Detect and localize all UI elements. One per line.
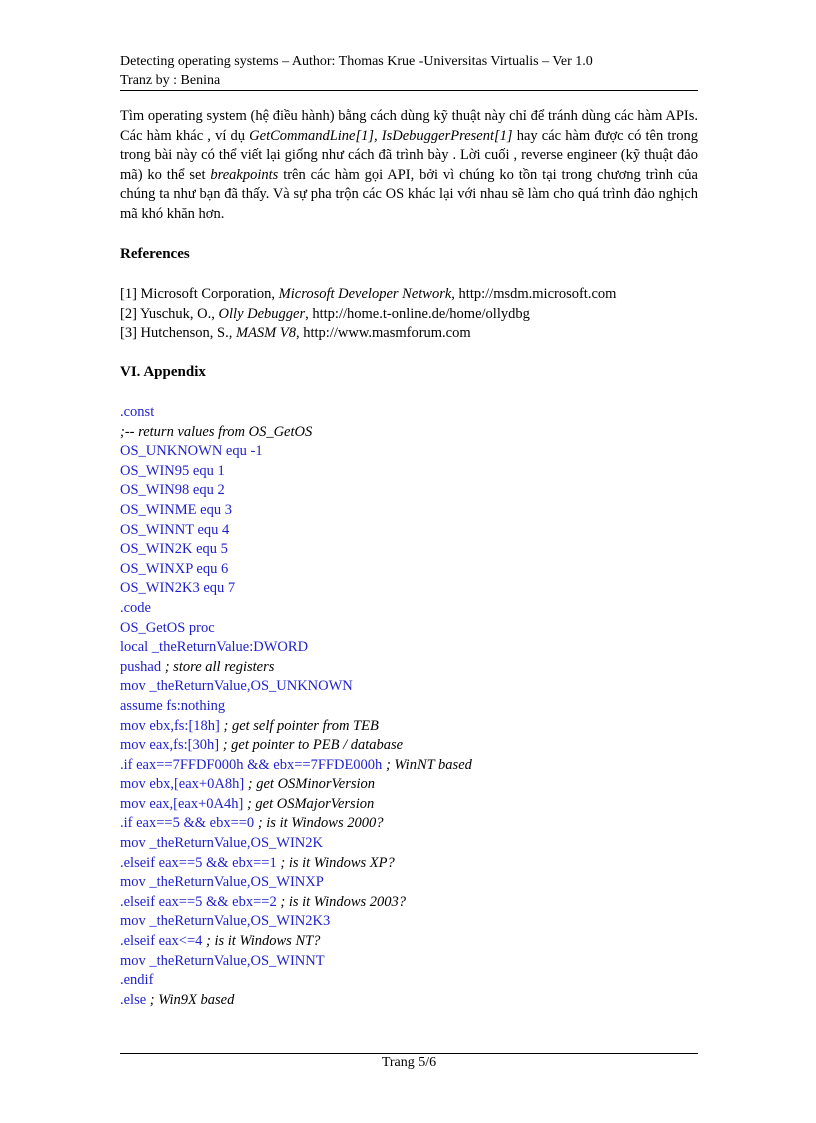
code-line bbox=[120, 795, 698, 815]
code-statement: mov _theReturnValue,OS_UNKNOWN bbox=[120, 678, 353, 695]
code-line bbox=[120, 834, 698, 854]
code-line bbox=[120, 403, 698, 423]
code-statement: OS_WINNT equ 4 bbox=[120, 521, 230, 538]
code-statement: OS_GetOS proc bbox=[120, 619, 215, 636]
references-heading: References bbox=[120, 246, 190, 262]
code-comment: ; is it Windows 2000? bbox=[257, 815, 384, 832]
reference-item bbox=[120, 285, 698, 305]
code-comment: ; is it Windows NT? bbox=[206, 933, 321, 950]
references-list bbox=[120, 285, 698, 344]
code-line bbox=[120, 481, 698, 501]
code-line bbox=[120, 619, 698, 639]
code-statement: .code bbox=[120, 599, 151, 616]
code-line bbox=[120, 579, 698, 599]
code-line bbox=[120, 814, 698, 834]
header-translator: Tranz by : Benina bbox=[120, 73, 221, 88]
code-statement: .const bbox=[120, 404, 155, 420]
code-statement: mov _theReturnValue,OS_WINNT bbox=[120, 952, 325, 969]
code-statement: .if eax==7FFDF000h && ebx==7FFDE000h bbox=[120, 756, 386, 773]
code-line bbox=[120, 756, 698, 776]
code-line bbox=[120, 717, 698, 737]
reference-url: , http://msdm.microsoft.com bbox=[451, 286, 617, 302]
code-comment: ; get pointer to PEB / database bbox=[222, 737, 404, 754]
code-statement: OS_WIN98 equ 2 bbox=[120, 482, 225, 499]
code-line bbox=[120, 971, 698, 991]
code-comment: ;-- return values from OS_GetOS bbox=[120, 423, 313, 440]
code-line bbox=[120, 521, 698, 541]
intro-text-3: trên các hàm gọi API, bởi vì chúng ko tồn tại trong chương trình của chúng ta như bạn đã thấy. Và sự pha trộn các OS khác lại với nhau sẽ làm cho quá trình đảo nghịch mã khó khăn hơn. bbox=[120, 166, 698, 222]
reference-author: [1] Microsoft Corporation, bbox=[120, 286, 279, 302]
code-statement: mov eax,fs:[30h] bbox=[120, 737, 223, 754]
intro-section bbox=[120, 107, 698, 225]
intro-breakpoints: breakpoints bbox=[210, 166, 279, 183]
code-line bbox=[120, 501, 698, 521]
code-comment: ; is it Windows 2003? bbox=[280, 893, 407, 910]
code-line bbox=[120, 952, 698, 972]
code-comment: ; Win9X based bbox=[149, 991, 235, 1008]
code-line bbox=[120, 697, 698, 717]
code-statement: mov _theReturnValue,OS_WINXP bbox=[120, 874, 324, 891]
code-line bbox=[120, 658, 698, 678]
code-comment: ; get OSMinorVersion bbox=[247, 776, 376, 793]
reference-item bbox=[120, 305, 698, 325]
code-statement: pushad bbox=[120, 658, 165, 675]
reference-url: , http://home.t-online.de/home/ollydbg bbox=[305, 305, 530, 322]
code-statement: .elseif eax<=4 bbox=[120, 933, 207, 950]
intro-text-2: hay các hàm được có tên trong trong bài này có thể viết lại giống như cách đã trình bày . Lời cuối , reverse engineer (kỹ thuật đảo mã) ko thể set bbox=[120, 127, 698, 183]
intro-api-names: GetCommandLine[1], IsDebuggerPresent[1] bbox=[249, 127, 513, 144]
code-statement: OS_WIN2K equ 5 bbox=[120, 541, 228, 558]
code-line bbox=[120, 677, 698, 697]
code-line bbox=[120, 893, 698, 913]
header-title: Detecting operating systems – Author: Thomas Krue -Universitas Virtualis – Ver 1.0 bbox=[120, 54, 593, 69]
code-comment: ; get self pointer from TEB bbox=[223, 717, 379, 734]
code-line bbox=[120, 736, 698, 756]
code-comment: ; WinNT based bbox=[385, 756, 472, 773]
code-statement: OS_WINME equ 3 bbox=[120, 501, 232, 518]
code-line bbox=[120, 560, 698, 580]
code-line bbox=[120, 991, 698, 1011]
code-statement: OS_WIN2K3 equ 7 bbox=[120, 580, 236, 597]
page-number: Trang 5/6 bbox=[381, 1055, 437, 1070]
code-line bbox=[120, 873, 698, 893]
footer-divider bbox=[120, 1053, 698, 1054]
reference-title: Microsoft Developer Network bbox=[278, 286, 452, 302]
code-statement: .elseif eax==5 && ebx==1 bbox=[120, 854, 281, 871]
code-line bbox=[120, 854, 698, 874]
header-divider bbox=[120, 90, 698, 91]
code-statement: OS_WIN95 equ 1 bbox=[120, 462, 225, 479]
reference-author: [3] Hutchenson, S., bbox=[120, 325, 236, 342]
code-statement: OS_UNKNOWN equ -1 bbox=[120, 443, 263, 460]
code-statement: .endif bbox=[120, 972, 154, 989]
code-line bbox=[120, 638, 698, 658]
code-statement: assume fs:nothing bbox=[120, 697, 226, 714]
code-comment: ; store all registers bbox=[164, 658, 275, 675]
code-statement: local _theReturnValue:DWORD bbox=[120, 639, 309, 656]
code-statement: .else bbox=[120, 991, 150, 1008]
code-line bbox=[120, 775, 698, 795]
code-statement: mov eax,[eax+0A4h] bbox=[120, 795, 247, 812]
reference-title: Olly Debugger bbox=[218, 305, 306, 322]
code-statement: mov ebx,[eax+0A8h] bbox=[120, 776, 248, 793]
intro-text-1: Tìm operating system (hệ điều hành) bằng cách dùng kỹ thuật này chỉ để tránh dùng các hàm APIs. Các hàm khác , ví dụ bbox=[120, 108, 698, 144]
reference-url: , http://www.masmforum.com bbox=[296, 325, 471, 342]
code-statement: .if eax==5 && ebx==0 bbox=[120, 815, 258, 832]
code-line bbox=[120, 442, 698, 462]
reference-item bbox=[120, 324, 698, 344]
code-statement: OS_WINXP equ 6 bbox=[120, 560, 229, 577]
code-line bbox=[120, 423, 698, 443]
code-line bbox=[120, 912, 698, 932]
code-statement: mov _theReturnValue,OS_WIN2K3 bbox=[120, 913, 331, 930]
code-line bbox=[120, 599, 698, 619]
page-header bbox=[120, 52, 698, 90]
code-statement: mov ebx,fs:[18h] bbox=[120, 717, 224, 734]
intro-paragraph bbox=[120, 107, 698, 225]
code-line bbox=[120, 932, 698, 952]
code-listing bbox=[120, 403, 698, 1010]
appendix-heading: VI. Appendix bbox=[120, 364, 206, 380]
code-comment: ; get OSMajorVersion bbox=[246, 795, 375, 812]
reference-title: MASM V8 bbox=[236, 325, 296, 342]
code-comment: ; is it Windows XP? bbox=[280, 854, 395, 871]
reference-author: [2] Yuschuk, O., bbox=[120, 305, 219, 322]
code-line bbox=[120, 462, 698, 482]
code-statement: mov _theReturnValue,OS_WIN2K bbox=[120, 835, 323, 852]
code-statement: .elseif eax==5 && ebx==2 bbox=[120, 893, 281, 910]
code-line bbox=[120, 540, 698, 560]
